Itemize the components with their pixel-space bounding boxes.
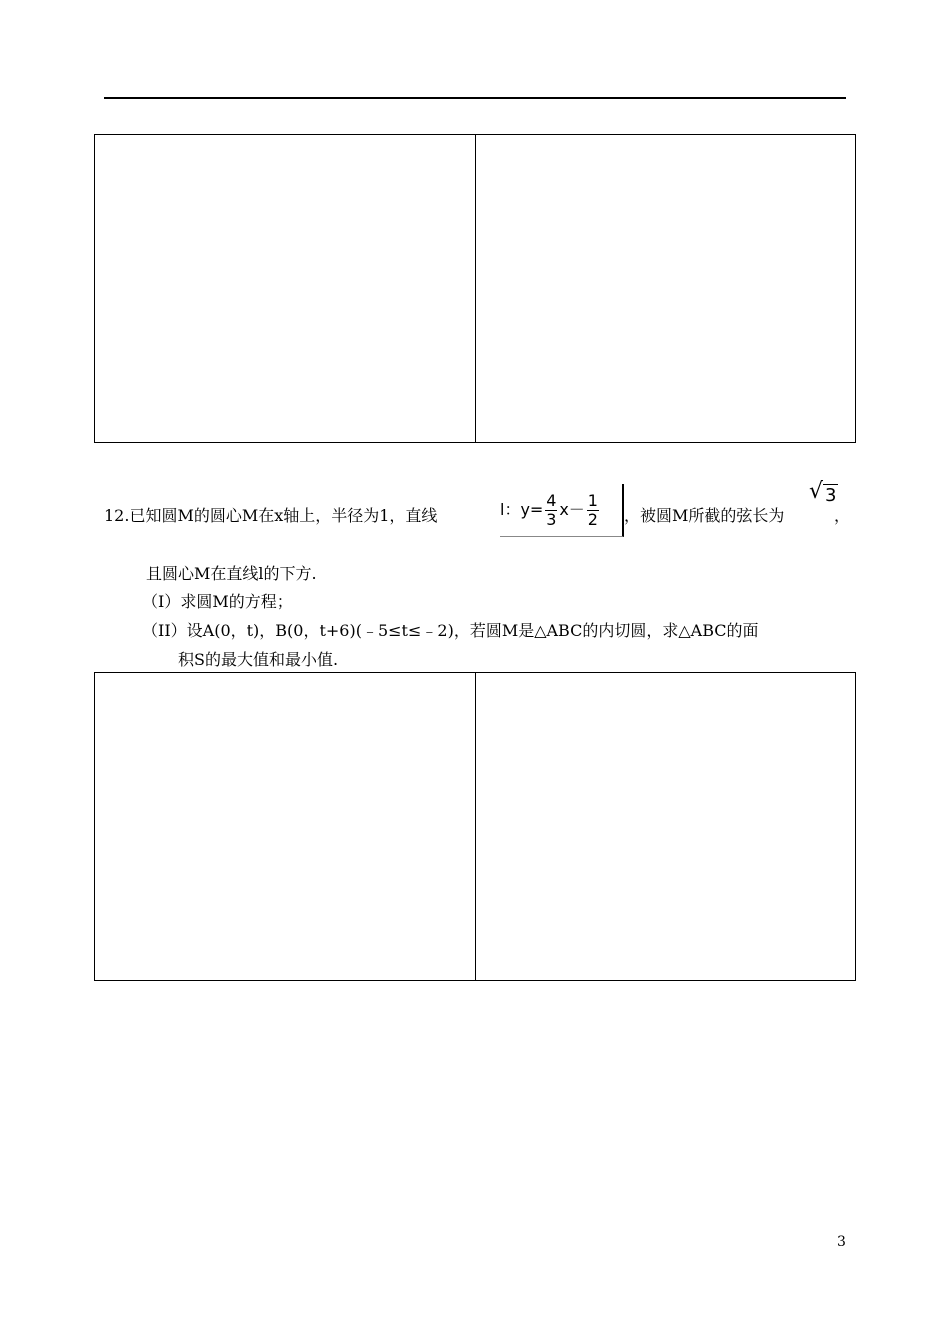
header-rule bbox=[104, 97, 846, 99]
fraction-four-thirds bbox=[545, 492, 557, 529]
radical-sign-icon: √ bbox=[809, 479, 824, 504]
answer-cell-left bbox=[95, 135, 475, 442]
problem-12 bbox=[104, 478, 852, 669]
problem-part-2-continued: 积S的最大值和最小值. bbox=[178, 650, 339, 669]
answer-cell-right bbox=[475, 673, 856, 980]
problem-text-end: ， bbox=[834, 506, 851, 525]
problem-part-2: （II）设A(0，t)，B(0，t+6)(﹣5≤t≤﹣2)，若圆M是△ABC的内切圆，求△ABC的面 bbox=[142, 621, 759, 640]
answer-grid-top bbox=[94, 134, 856, 443]
problem-text-prefix: 12.已知圆M的圆心M在x轴上，半径为1，直线 bbox=[104, 506, 438, 525]
fraction-denominator: 2 bbox=[587, 509, 598, 529]
formula-lhs: l：y= bbox=[500, 500, 544, 519]
formula-mid: x－ bbox=[559, 500, 585, 519]
fraction-numerator: 4 bbox=[546, 490, 557, 510]
answer-cell-right bbox=[475, 135, 856, 442]
answer-cell-left bbox=[95, 673, 475, 980]
page-number: 3 bbox=[837, 1234, 846, 1250]
problem-part-1: （I）求圆M的方程； bbox=[142, 592, 293, 611]
problem-line-2: 且圆心M在直线l的下方. bbox=[146, 564, 317, 583]
answer-grid-bottom bbox=[94, 672, 856, 981]
sqrt-radicand: 3 bbox=[825, 485, 837, 506]
line-equation-formula bbox=[500, 484, 624, 537]
fraction-one-half bbox=[587, 492, 599, 529]
fraction-denominator: 3 bbox=[546, 509, 557, 529]
problem-line-1 bbox=[104, 478, 852, 542]
fraction-numerator: 1 bbox=[587, 490, 598, 510]
problem-text-mid: ，被圆M所截的弦长为 bbox=[624, 506, 785, 525]
